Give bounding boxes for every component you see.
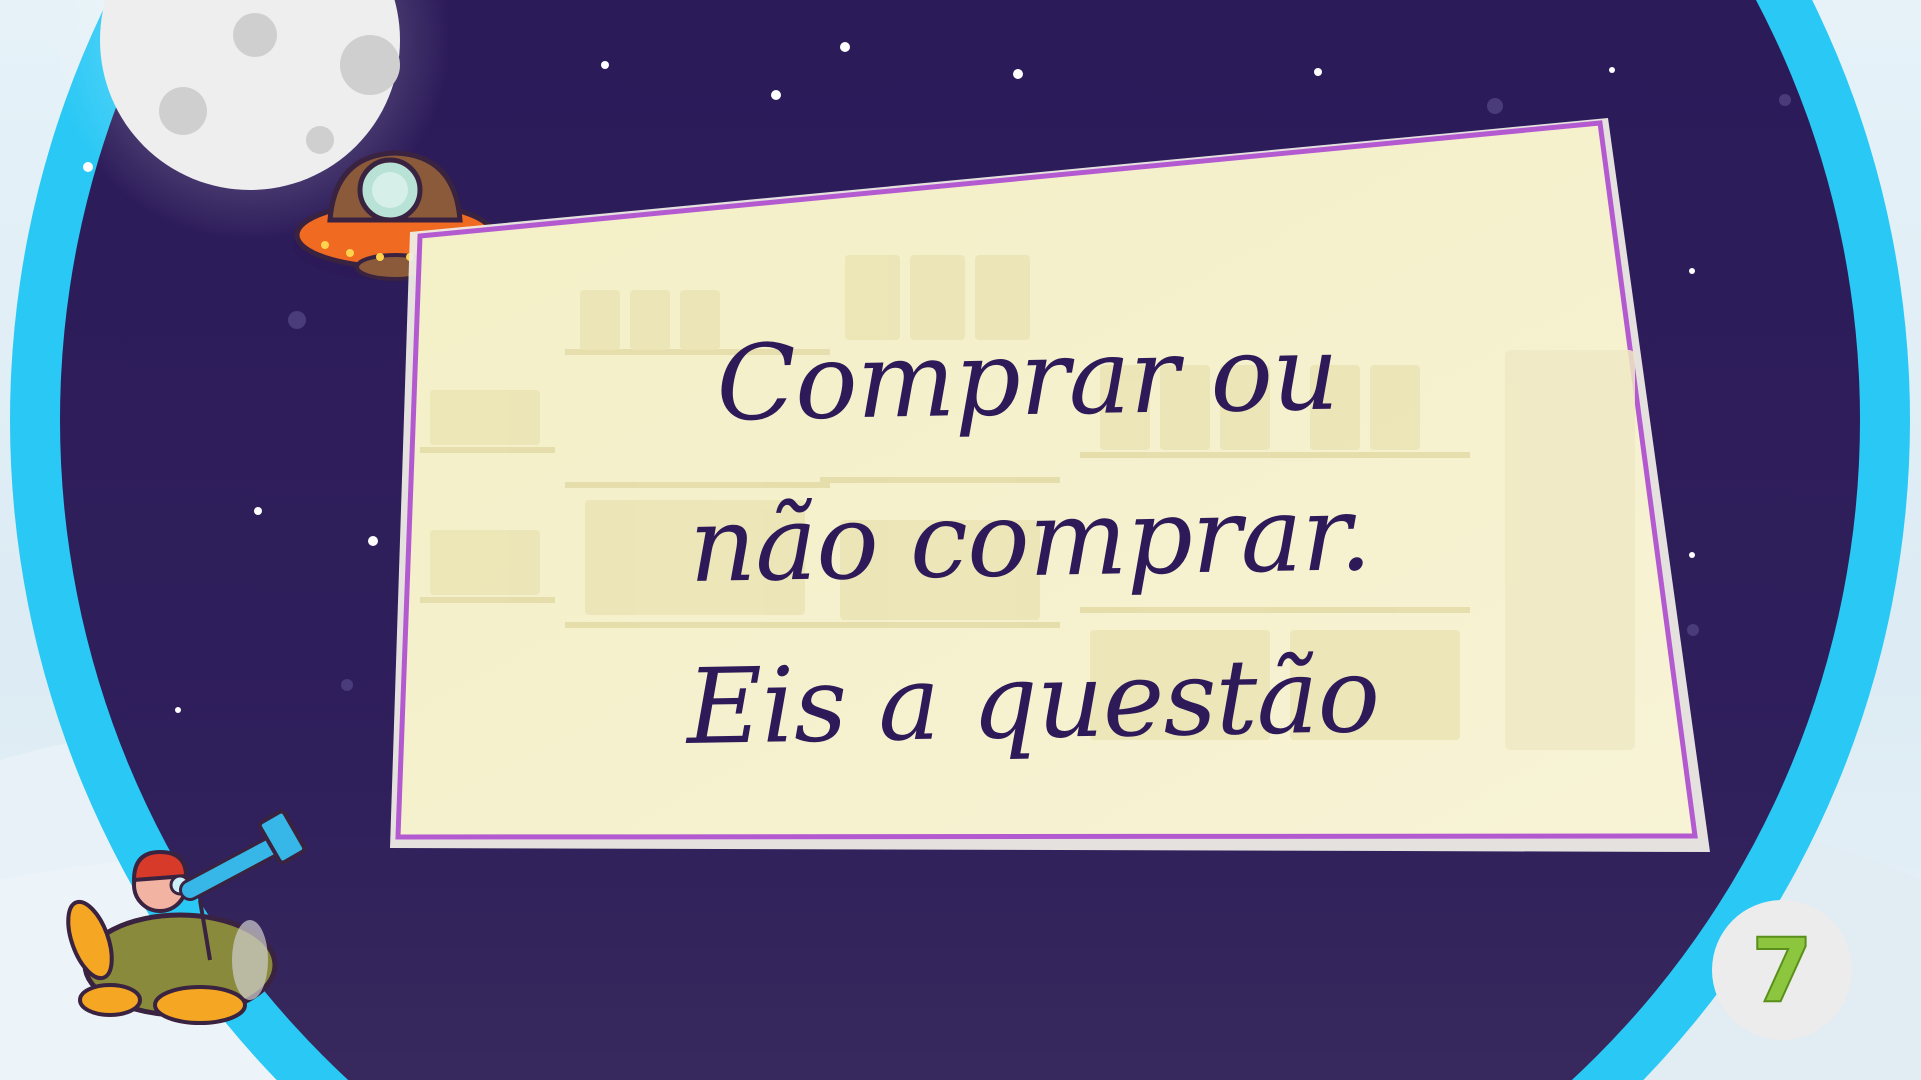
page-number-badge bbox=[1712, 900, 1852, 1040]
page-number: 7 bbox=[1751, 918, 1813, 1022]
title-line-2: não comprar. bbox=[688, 472, 1372, 607]
title-line-1: Comprar ou bbox=[715, 311, 1339, 445]
slide-title bbox=[415, 229, 1645, 850]
title-line-3: Eis a questão bbox=[685, 633, 1381, 768]
